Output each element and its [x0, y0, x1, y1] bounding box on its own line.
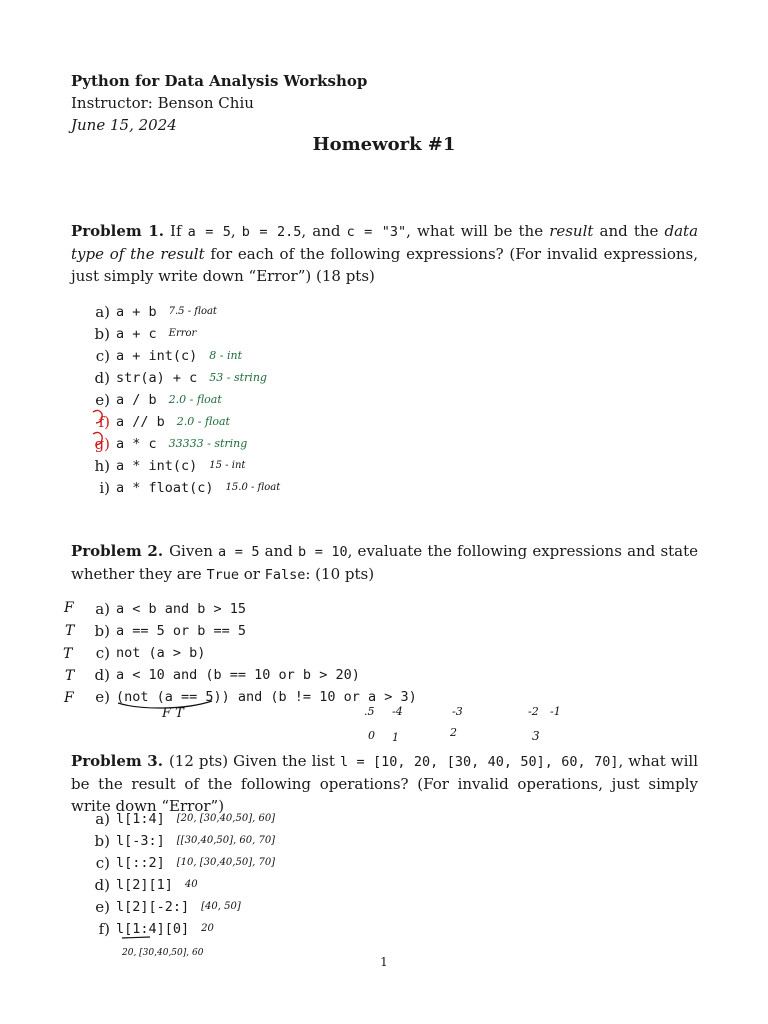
homework-title: Homework #1 — [312, 134, 456, 155]
handwritten-answer: [10, [30,40,50], 70] — [176, 857, 276, 868]
handwritten-answer: [40, 50] — [201, 901, 241, 912]
list-item: i) a * float(c) 15.0 - float — [99, 479, 281, 497]
handwritten-answer: 33333 - string — [168, 437, 248, 450]
course-title: Python for Data Analysis Workshop — [71, 72, 368, 90]
handwritten-answer: 8 - int — [209, 349, 243, 362]
handwritten-note: -3 — [452, 705, 463, 718]
handwritten-answer: Error — [168, 328, 197, 339]
handwritten-note: -4 — [392, 705, 403, 718]
handwritten-mark: T — [63, 646, 73, 662]
handwritten-note: 1 — [392, 731, 399, 744]
list-item: e) l[2][-2:] [40, 50] — [95, 898, 241, 916]
problem-3-statement: Problem 3. (12 pts) Given the list l = [10, 20, [30, 40, 50], 60, 70], what will be the result of the following operations? (For invalid operations, just simply write down “Error”) — [71, 752, 699, 815]
red-circle-mark — [93, 410, 102, 423]
list-item: a) a + b 7.5 - float — [95, 303, 217, 321]
handwritten-answer: 20 — [201, 923, 214, 934]
handwritten-note: -1 — [550, 705, 561, 718]
handwritten-note: .5 — [364, 705, 375, 718]
date-line: June 15, 2024 — [71, 116, 177, 134]
list-item: d) str(a) + c 53 - string — [94, 369, 267, 387]
list-item: c) l[::2] [10, [30,40,50], 70] — [95, 854, 276, 872]
list-item: a) l[1:4] [20, [30,40,50], 60] — [95, 810, 276, 828]
handwritten-note: 20, [30,40,50], 60 — [122, 948, 204, 958]
list-item: d) l[2][1] 40 — [94, 876, 198, 894]
list-item: f) a // b 2.0 - float — [98, 413, 230, 431]
list-item: d) a < 10 and (b == 10 or b > 20) — [94, 666, 360, 684]
handwritten-mark: F — [64, 690, 74, 706]
list-item: h) a * int(c) 15 - int — [94, 457, 246, 475]
handwritten-answer: 2.0 - float — [168, 393, 222, 406]
handwritten-answer: 15 - int — [209, 460, 246, 471]
handwritten-under-marks: F T — [162, 706, 184, 721]
list-item: f) l[1:4][0] 20 — [98, 920, 214, 938]
instructor-line: Instructor: Benson Chiu — [71, 94, 254, 112]
handwritten-note: 3 — [532, 729, 540, 743]
handwritten-answer: [20, [30,40,50], 60] — [176, 813, 276, 824]
handwritten-note: -2 — [528, 705, 539, 718]
list-item: c) not (a > b) — [95, 644, 206, 662]
handwritten-answer: 7.5 - float — [168, 306, 217, 317]
list-item: e) a / b 2.0 - float — [95, 391, 222, 409]
problem-2-statement: Problem 2. Given a = 5 and b = 10, evaluate the following expressions and state whether they are True or False: (10 pts) — [71, 542, 699, 583]
list-item: c) a + int(c) 8 - int — [95, 347, 243, 365]
handwritten-answer: 40 — [184, 879, 198, 890]
red-circle-mark — [93, 432, 102, 445]
list-item: a) a < b and b > 15 — [95, 600, 247, 618]
handwritten-mark: T — [65, 668, 75, 684]
handwritten-mark: T — [65, 623, 75, 639]
list-item: e) (not (a == 5)) and (b != 10 or a > 3) — [95, 688, 417, 706]
problem-1-statement: Problem 1. If a = 5, b = 2.5, and c = "3", what will be the result and the data type of the result for each of the following expressions? (For invalid expressions, just simply write down “Error”) (18 pts) — [71, 222, 699, 285]
handwritten-answer: 2.0 - float — [176, 415, 230, 428]
underline-stroke — [122, 937, 150, 938]
page-number: 1 — [380, 955, 388, 969]
list-item: b) a + c Error — [94, 325, 197, 343]
handwritten-mark: F — [64, 600, 74, 616]
handwritten-answer: [[30,40,50], 60, 70] — [176, 835, 276, 846]
handwritten-note: 0 — [368, 729, 375, 742]
handwritten-answer: 15.0 - float — [225, 482, 281, 493]
list-item: b) l[-3:] [[30,40,50], 60, 70] — [94, 832, 276, 850]
handwritten-note: 2 — [450, 726, 457, 739]
underline-stroke — [118, 701, 212, 708]
list-item: b) a == 5 or b == 5 — [94, 622, 247, 640]
list-item: g) a * c 33333 - string — [94, 435, 248, 453]
handwritten-answer: 53 - string — [209, 371, 267, 384]
